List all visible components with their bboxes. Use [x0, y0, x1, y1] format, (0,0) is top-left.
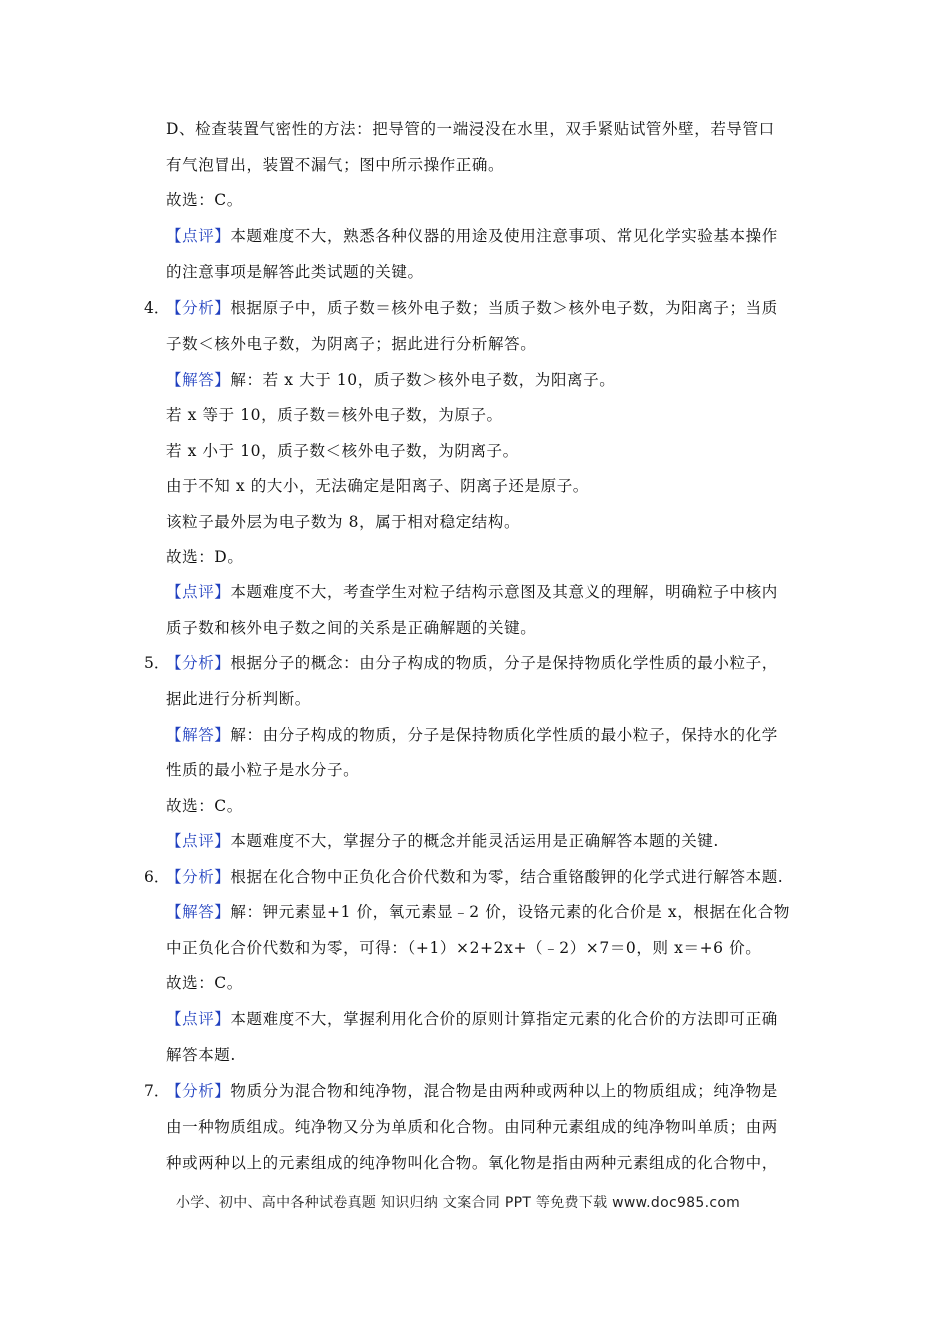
- line-text: 故选：C。: [166, 191, 243, 209]
- text-line: [166, 226, 778, 246]
- text-line: [166, 831, 719, 851]
- question-number: 4．: [144, 299, 170, 317]
- line-text: 故选：C。: [166, 974, 243, 992]
- section-tag: 【分析】: [166, 654, 231, 672]
- line-text: 质子数和核外电子数之间的关系是正确解题的关键。: [166, 619, 537, 637]
- text-line: [166, 653, 778, 673]
- line-text: 解：钾元素显+1 价，氧元素显﹣2 价，设铬元素的化合价是 x，根据在化合物: [230, 903, 790, 921]
- line-text: 根据分子的概念：由分子构成的物质，分子是保持物质化学性质的最小粒子，: [230, 654, 778, 672]
- line-text: 种或两种以上的元素组成的纯净物叫化合物。氧化物是指由两种元素组成的化合物中，: [166, 1154, 778, 1172]
- text-line: [166, 476, 589, 496]
- page-footer: 小学、初中、高中各种试卷真题 知识归纳 文案合同 PPT 等免费下载 www.doc985.com: [176, 1195, 741, 1211]
- line-text: 若 x 等于 10，质子数＝核外电子数，为原子。: [166, 406, 503, 424]
- text-line: [166, 973, 243, 993]
- text-line: [166, 405, 503, 425]
- line-text: 据此进行分析判断。: [166, 690, 311, 708]
- line-text: 的注意事项是解答此类试题的关键。: [166, 263, 424, 281]
- line-text: 解：由分子构成的物质，分子是保持物质化学性质的最小粒子，保持水的化学: [230, 726, 778, 744]
- text-line: [166, 689, 311, 709]
- text-line: [166, 512, 520, 532]
- text-line: [166, 618, 536, 638]
- line-text: 故选：D。: [166, 548, 244, 566]
- text-line: [166, 725, 778, 745]
- line-text: 本题难度不大，掌握利用化合价的原则计算指定元素的化合价的方法即可正确: [230, 1010, 778, 1028]
- line-text: 由一种物质组成。纯净物又分为单质和化合物。由同种元素组成的纯净物叫单质；由两: [166, 1118, 778, 1136]
- question-number: 6．: [144, 868, 170, 886]
- section-tag: 【分析】: [166, 299, 231, 317]
- text-line: [166, 796, 243, 816]
- section-tag: 【解答】: [166, 726, 231, 744]
- line-text: 解答本题.: [166, 1046, 236, 1064]
- text-line: [166, 441, 519, 461]
- text-line: [166, 334, 536, 354]
- section-tag: 【解答】: [166, 371, 231, 389]
- section-tag: 【分析】: [166, 868, 231, 886]
- text-line: [166, 1045, 236, 1065]
- line-text: 由于不知 x 的大小，无法确定是阳离子、阴离子还是原子。: [166, 477, 589, 495]
- section-tag: 【解答】: [166, 903, 231, 921]
- text-line: [166, 298, 778, 318]
- text-line: [166, 190, 243, 210]
- text-line: [166, 1081, 778, 1101]
- line-text: 解：若 x 大于 10，质子数＞核外电子数，为阳离子。: [230, 371, 616, 389]
- text-line: [166, 1153, 778, 1173]
- text-line: [166, 547, 243, 567]
- line-text: 子数＜核外电子数，为阴离子；据此进行分析解答。: [166, 335, 537, 353]
- line-text: 根据在化合物中正负化合价代数和为零，结合重铬酸钾的化学式进行解答本题.: [230, 868, 784, 886]
- line-text: 若 x 小于 10，质子数＜核外电子数，为阴离子。: [166, 442, 519, 460]
- section-tag: 【分析】: [166, 1082, 231, 1100]
- text-line: [166, 262, 424, 282]
- line-text: 有气泡冒出，装置不漏气；图中所示操作正确。: [166, 156, 505, 174]
- question-number: 5．: [144, 654, 170, 672]
- text-line: [166, 1009, 778, 1029]
- text-line: [166, 760, 359, 780]
- question-number: 7．: [144, 1082, 170, 1100]
- section-tag: 【点评】: [166, 227, 231, 245]
- text-line: [166, 370, 615, 390]
- line-text: 本题难度不大，熟悉各种仪器的用途及使用注意事项、常见化学实验基本操作: [230, 227, 778, 245]
- text-line: [166, 155, 504, 175]
- line-text: 故选：C。: [166, 797, 243, 815]
- section-tag: 【点评】: [166, 1010, 231, 1028]
- text-line: [166, 119, 775, 139]
- text-line: [166, 867, 783, 887]
- text-line: [166, 902, 790, 922]
- text-line: [166, 582, 778, 602]
- line-text: 中正负化合价代数和为零，可得：（+1）×2+2x+（﹣2）×7＝0，则 x＝+6 价。: [166, 939, 762, 957]
- line-text: 该粒子最外层为电子数为 8，属于相对稳定结构。: [166, 513, 521, 531]
- text-line: [166, 1117, 778, 1137]
- line-text: 本题难度不大，掌握分子的概念并能灵活运用是正确解答本题的关键.: [230, 832, 719, 850]
- line-text: 物质分为混合物和纯净物，混合物是由两种或两种以上的物质组成；纯净物是: [230, 1082, 778, 1100]
- text-line: [166, 938, 761, 958]
- section-tag: 【点评】: [166, 583, 231, 601]
- line-text: 根据原子中，质子数＝核外电子数；当质子数＞核外电子数，为阳离子；当质: [230, 299, 778, 317]
- section-tag: 【点评】: [166, 832, 231, 850]
- line-text: 本题难度不大，考查学生对粒子结构示意图及其意义的理解，明确粒子中核内: [230, 583, 778, 601]
- line-text: D、检查装置气密性的方法：把导管的一端浸没在水里，双手紧贴试管外壁，若导管口: [166, 120, 775, 138]
- line-text: 性质的最小粒子是水分子。: [166, 761, 360, 779]
